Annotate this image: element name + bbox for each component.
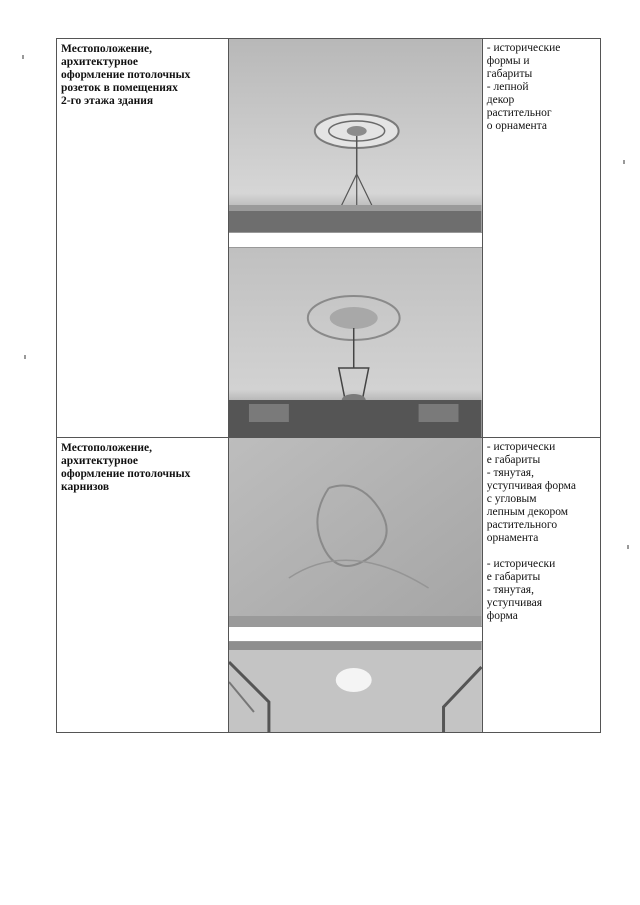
ceiling-rosette-lamp-photo: [229, 248, 481, 437]
row-description-cell: [482, 438, 600, 733]
row-description-cell: [482, 39, 600, 438]
photo-cell: [229, 438, 482, 733]
monument-table: [56, 38, 601, 733]
scan-speck: [24, 355, 26, 359]
row-label-cell: [57, 438, 229, 733]
table-row: [57, 438, 601, 733]
row-description: - исторические формы и габариты - лепной декор растительног о орнамента: [486, 42, 561, 132]
row-label-cell: [57, 39, 229, 438]
ceiling-corner-photo: [229, 642, 481, 732]
scan-speck: [22, 55, 24, 59]
row-label: Местоположение, архитектурное оформление потолочных карнизов: [61, 442, 191, 493]
scan-speck: [627, 545, 629, 549]
ceiling-cornice-photo: [229, 438, 481, 626]
photo-cell: [229, 39, 482, 438]
photo-separator: [229, 626, 481, 642]
scan-speck: [623, 160, 625, 164]
photo-separator: [229, 232, 481, 248]
row-label: Местоположение, архитектурное оформление потолочных розеток в помещениях 2-го этажа здания: [61, 43, 191, 107]
row-description: - исторически е габариты - тянутая, уступчивая форма с угловым лепным декором растительного орнамента: [486, 441, 576, 544]
row-description: - исторически е габариты - тянутая, уступчивая форма: [486, 558, 556, 622]
ceiling-rosette-chandelier-photo: [229, 39, 481, 232]
table-row: [57, 39, 601, 438]
